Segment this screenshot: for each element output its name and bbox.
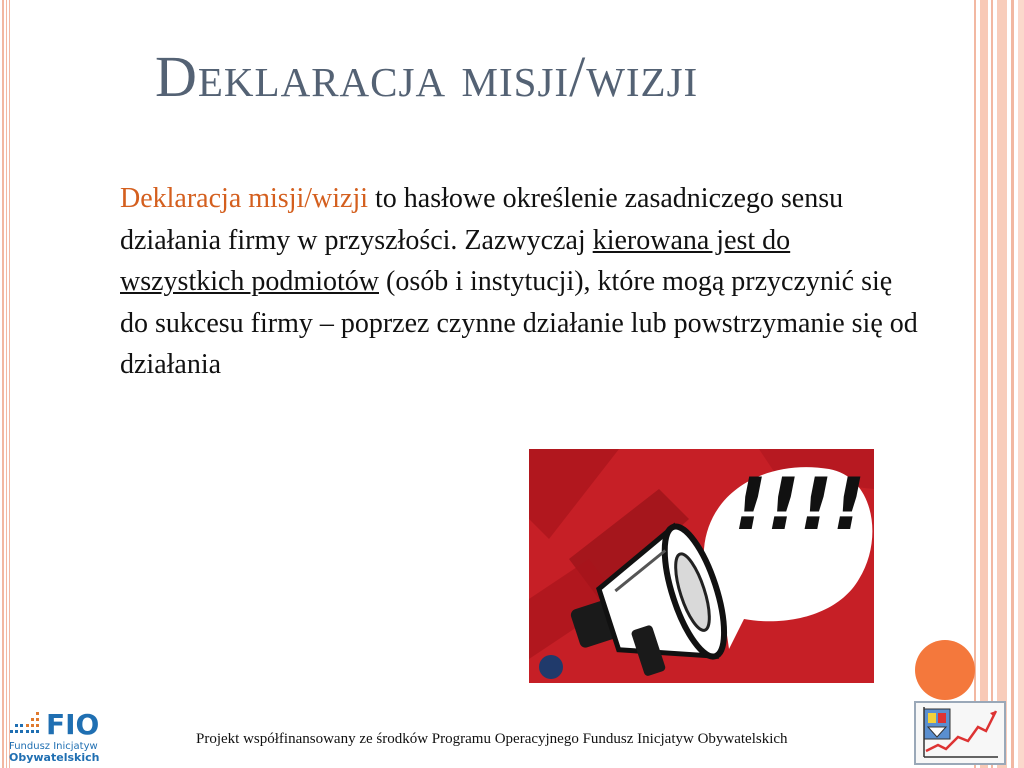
megaphone-illustration xyxy=(529,449,874,683)
fio-mark: FIO xyxy=(46,708,100,741)
fio-line2: Obywatelskich xyxy=(9,751,100,764)
slide-title: Deklaracja misji/wizji xyxy=(155,44,699,109)
growth-chart-icon xyxy=(914,701,1006,765)
underlined-phrase: kierowana jest do wszystkich podmiotów xyxy=(120,224,791,297)
body-text-part2: (osób i instytucji), które mogą przyczynić się do sukcesu firmy – poprzez czynne działanie lub powstrzymanie się od działania xyxy=(120,266,918,380)
body-paragraph xyxy=(120,178,920,386)
body-text-part1: to hasłowe określenie zasadniczego sensu działania firmy w przyszłości. Zazwyczaj xyxy=(120,183,844,256)
left-decorative-lines xyxy=(0,0,14,768)
megaphone-icon xyxy=(529,449,874,683)
right-decorative-stripes xyxy=(974,0,1024,768)
exclamation-marks: !!!! xyxy=(734,462,866,546)
highlighted-term: Deklaracja misji/wizji xyxy=(120,183,369,214)
decorative-orange-circle xyxy=(915,640,975,700)
fio-logo-icon xyxy=(6,704,124,764)
growth-chart-logo xyxy=(914,701,1006,765)
footer-text: Projekt współfinansowany ze środków Programu Operacyjnego Fundusz Inicjatyw Obywatelskich xyxy=(196,731,788,747)
fio-line1: Fundusz Inicjatyw xyxy=(9,741,98,752)
fio-logo xyxy=(6,704,124,764)
